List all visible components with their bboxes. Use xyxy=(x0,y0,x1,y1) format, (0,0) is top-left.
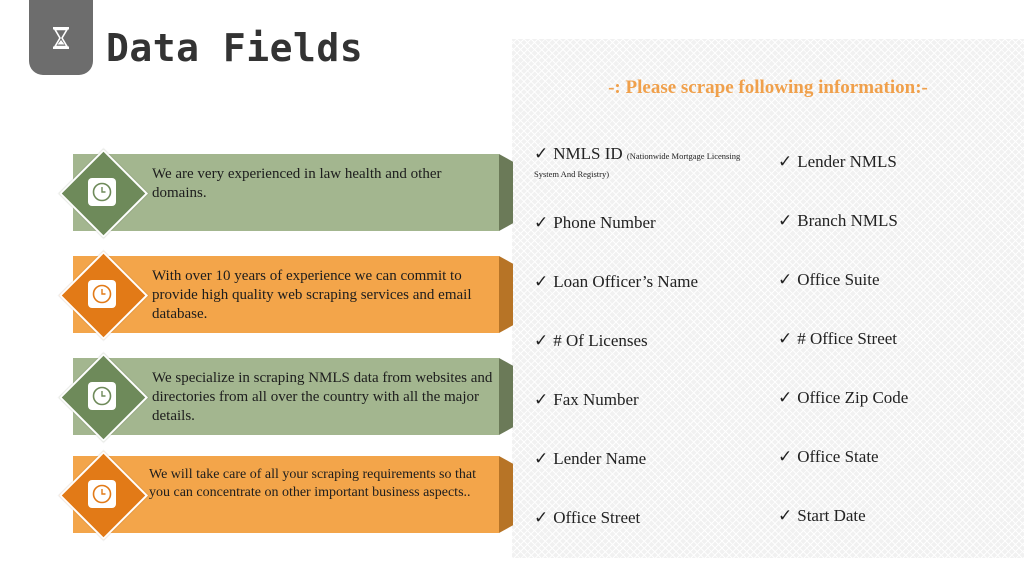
field-fax-number xyxy=(534,390,639,410)
checkmark-icon: ✓ xyxy=(778,270,793,289)
field-note: (Nationwide Mortgage Licensing System And Registry) xyxy=(534,151,741,179)
field-branch-nmls xyxy=(778,211,898,231)
field-lender-name xyxy=(534,449,646,469)
field-office-state xyxy=(778,447,879,467)
field-label: Lender Name xyxy=(553,449,647,468)
field-office-street xyxy=(534,508,640,528)
checkmark-icon: ✓ xyxy=(534,449,549,468)
checkmark-icon: ✓ xyxy=(778,211,793,230)
checkmark-icon: ✓ xyxy=(534,508,549,527)
checkmark-icon: ✓ xyxy=(534,213,549,232)
fields-panel xyxy=(512,39,1024,558)
checkmark-icon: ✓ xyxy=(534,272,549,291)
row-text: With over 10 years of experience we can commit to provide high quality web scraping services and email database. xyxy=(152,268,472,322)
field-lender-nmls xyxy=(778,152,897,172)
checkmark-icon: ✓ xyxy=(778,152,793,171)
checkmark-icon: ✓ xyxy=(778,506,793,525)
checkmark-icon: ✓ xyxy=(778,447,793,466)
row-text: We specialize in scraping NMLS data from websites and directories from all over the country with all the major details. xyxy=(152,370,493,424)
page-title: Data Fields xyxy=(106,26,364,70)
hourglass-badge xyxy=(29,0,93,75)
hourglass-icon xyxy=(51,26,71,50)
field-phone-number xyxy=(534,213,656,233)
clock-icon xyxy=(88,178,116,206)
field-label: Lender NMLS xyxy=(797,152,897,171)
field-label: Office Zip Code xyxy=(797,388,909,407)
checkmark-icon: ✓ xyxy=(778,329,793,348)
field-label: Phone Number xyxy=(553,213,656,232)
panel-heading: -: Please scrape following information:- xyxy=(608,77,928,98)
clock-icon xyxy=(88,480,116,508)
checkmark-icon: ✓ xyxy=(534,390,549,409)
field-loan-officer-name xyxy=(534,272,698,292)
field-label: Loan Officer’s Name xyxy=(553,272,699,291)
field-office-zip-code xyxy=(778,388,908,408)
field-label: Branch NMLS xyxy=(797,211,898,230)
field-label: # Of Licenses xyxy=(553,331,648,350)
field-label: NMLS ID xyxy=(553,144,623,163)
row-text: We will take care of all your scraping requirements so that you can concentrate on other important business aspects.. xyxy=(149,467,476,500)
row-text: We are very experienced in law health and other domains. xyxy=(152,166,442,201)
field-label: Office Street xyxy=(553,508,641,527)
field-nmls-id xyxy=(534,145,756,181)
field-label: Office Suite xyxy=(797,270,880,289)
checkmark-icon: ✓ xyxy=(534,331,549,350)
field-label: # Office Street xyxy=(797,329,898,348)
clock-icon xyxy=(88,280,116,308)
field-label: Start Date xyxy=(797,506,866,525)
checkmark-icon: ✓ xyxy=(778,388,793,407)
field-label: Fax Number xyxy=(553,390,639,409)
field-label: Office State xyxy=(797,447,879,466)
field-office-street-number xyxy=(778,329,897,349)
field-start-date xyxy=(778,506,866,526)
field-licenses xyxy=(534,331,648,351)
checkmark-icon: ✓ xyxy=(534,144,549,163)
field-office-suite xyxy=(778,270,880,290)
clock-icon xyxy=(88,382,116,410)
